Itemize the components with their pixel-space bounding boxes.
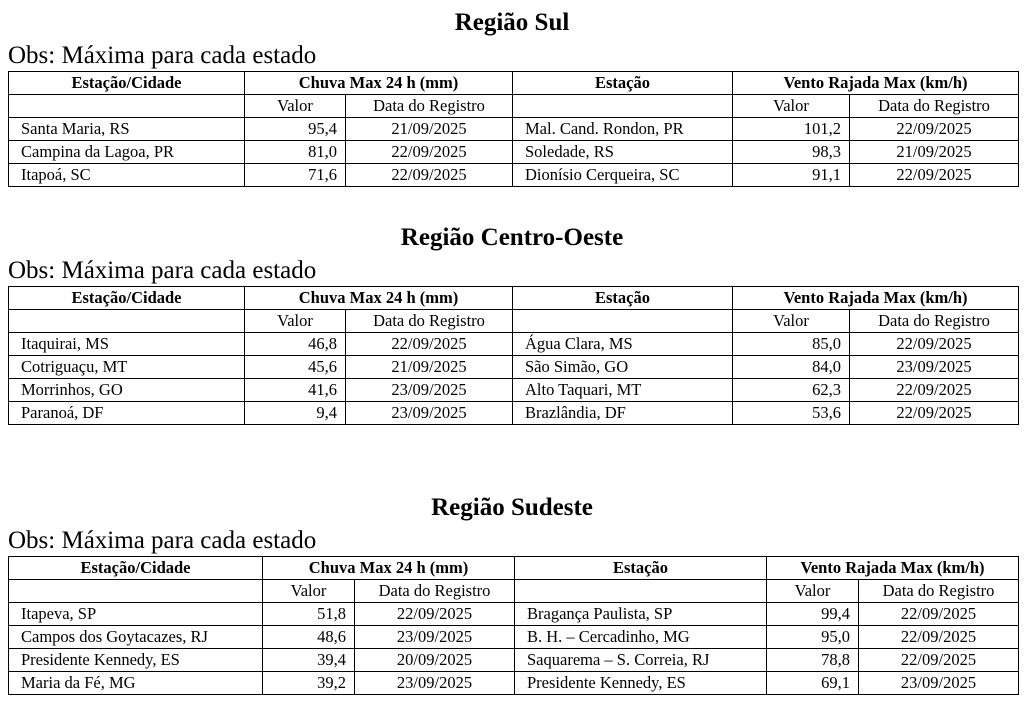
header-rain: Chuva Max 24 h (mm) <box>245 287 513 310</box>
header-wind: Vento Rajada Max (km/h) <box>733 287 1019 310</box>
header-wind: Vento Rajada Max (km/h) <box>767 557 1019 580</box>
header-station: Estação <box>515 557 767 580</box>
wind-station: Presidente Kennedy, ES <box>515 672 767 695</box>
header-station-city: Estação/Cidade <box>9 72 245 95</box>
region-sul-section <box>0 8 1024 37</box>
region-title: Região Sudeste <box>431 494 593 521</box>
rain-value: 48,6 <box>263 626 355 649</box>
table-row <box>9 118 1019 141</box>
rain-station: Itapoá, SC <box>9 164 245 187</box>
wind-station: Brazlândia, DF <box>513 402 733 425</box>
header-station-city: Estação/Cidade <box>9 287 245 310</box>
wind-value: 62,3 <box>733 379 850 402</box>
rain-station: Morrinhos, GO <box>9 379 245 402</box>
header-value: Valor <box>767 580 859 603</box>
wind-value: 85,0 <box>733 333 850 356</box>
rain-date: 22/09/2025 <box>346 333 513 356</box>
rain-station: Itaquirai, MS <box>9 333 245 356</box>
wind-station: Dionísio Cerqueira, SC <box>513 164 733 187</box>
header-empty <box>513 95 733 118</box>
header-date: Data do Registro <box>346 95 513 118</box>
wind-date: 22/09/2025 <box>850 118 1019 141</box>
header-date: Data do Registro <box>850 95 1019 118</box>
table-row <box>9 333 1019 356</box>
wind-value: 101,2 <box>733 118 850 141</box>
table-row <box>9 379 1019 402</box>
wind-value: 99,4 <box>767 603 859 626</box>
rain-value: 51,8 <box>263 603 355 626</box>
header-station-city: Estação/Cidade <box>9 557 263 580</box>
table-row <box>9 402 1019 425</box>
wind-value: 98,3 <box>733 141 850 164</box>
header-rain: Chuva Max 24 h (mm) <box>263 557 515 580</box>
obs-note: Obs: Máxima para cada estado <box>8 257 317 284</box>
rain-value: 45,6 <box>245 356 346 379</box>
wind-date: 22/09/2025 <box>850 333 1019 356</box>
wind-station: São Simão, GO <box>513 356 733 379</box>
wind-date: 22/09/2025 <box>859 626 1019 649</box>
region-centro-oeste-section <box>0 223 1024 252</box>
region-sudeste-table <box>8 556 1019 695</box>
wind-value: 53,6 <box>733 402 850 425</box>
header-value: Valor <box>245 95 346 118</box>
header-value: Valor <box>263 580 355 603</box>
header-wind: Vento Rajada Max (km/h) <box>733 72 1019 95</box>
rain-date: 23/09/2025 <box>346 379 513 402</box>
rain-date: 23/09/2025 <box>346 402 513 425</box>
table-row <box>9 672 1019 695</box>
rain-station: Maria da Fé, MG <box>9 672 263 695</box>
region-title: Região Centro-Oeste <box>400 224 624 251</box>
rain-value: 71,6 <box>245 164 346 187</box>
table-row <box>9 603 1019 626</box>
wind-date: 22/09/2025 <box>850 402 1019 425</box>
region-sudeste-section <box>0 493 1024 522</box>
table-row <box>9 141 1019 164</box>
header-value: Valor <box>245 310 346 333</box>
rain-station: Itapeva, SP <box>9 603 263 626</box>
wind-date: 22/09/2025 <box>850 379 1019 402</box>
header-date: Data do Registro <box>850 310 1019 333</box>
table-row <box>9 626 1019 649</box>
wind-value: 84,0 <box>733 356 850 379</box>
wind-station: Soledade, RS <box>513 141 733 164</box>
rain-date: 20/09/2025 <box>355 649 515 672</box>
wind-date: 23/09/2025 <box>850 356 1019 379</box>
wind-value: 91,1 <box>733 164 850 187</box>
table-row <box>9 356 1019 379</box>
header-station: Estação <box>513 287 733 310</box>
rain-station: Santa Maria, RS <box>9 118 245 141</box>
wind-station: Água Clara, MS <box>513 333 733 356</box>
rain-value: 41,6 <box>245 379 346 402</box>
rain-station: Presidente Kennedy, ES <box>9 649 263 672</box>
region-centro-oeste-table <box>8 286 1019 425</box>
wind-date: 21/09/2025 <box>850 141 1019 164</box>
rain-value: 81,0 <box>245 141 346 164</box>
rain-value: 39,2 <box>263 672 355 695</box>
wind-station: Alto Taquari, MT <box>513 379 733 402</box>
obs-note: Obs: Máxima para cada estado <box>8 527 317 554</box>
rain-date: 23/09/2025 <box>355 626 515 649</box>
wind-station: B. H. – Cercadinho, MG <box>515 626 767 649</box>
header-empty <box>9 310 245 333</box>
rain-station: Campina da Lagoa, PR <box>9 141 245 164</box>
wind-station: Bragança Paulista, SP <box>515 603 767 626</box>
header-empty <box>515 580 767 603</box>
header-date: Data do Registro <box>355 580 515 603</box>
header-date: Data do Registro <box>859 580 1019 603</box>
rain-station: Paranoá, DF <box>9 402 245 425</box>
obs-note: Obs: Máxima para cada estado <box>8 42 317 69</box>
wind-station: Mal. Cand. Rondon, PR <box>513 118 733 141</box>
rain-value: 9,4 <box>245 402 346 425</box>
wind-date: 23/09/2025 <box>859 672 1019 695</box>
header-empty <box>9 95 245 118</box>
header-station: Estação <box>513 72 733 95</box>
rain-value: 39,4 <box>263 649 355 672</box>
rain-date: 22/09/2025 <box>355 603 515 626</box>
table-row <box>9 164 1019 187</box>
rain-date: 23/09/2025 <box>355 672 515 695</box>
region-title: Região Sul <box>454 9 570 36</box>
region-sul-table <box>8 71 1019 187</box>
header-date: Data do Registro <box>346 310 513 333</box>
wind-date: 22/09/2025 <box>859 603 1019 626</box>
wind-station: Saquarema – S. Correia, RJ <box>515 649 767 672</box>
rain-date: 21/09/2025 <box>346 356 513 379</box>
header-rain: Chuva Max 24 h (mm) <box>245 72 513 95</box>
rain-station: Cotriguaçu, MT <box>9 356 245 379</box>
table-row <box>9 649 1019 672</box>
rain-date: 22/09/2025 <box>346 164 513 187</box>
wind-value: 69,1 <box>767 672 859 695</box>
header-value: Valor <box>733 95 850 118</box>
rain-date: 22/09/2025 <box>346 141 513 164</box>
rain-date: 21/09/2025 <box>346 118 513 141</box>
header-value: Valor <box>733 310 850 333</box>
wind-date: 22/09/2025 <box>850 164 1019 187</box>
wind-value: 78,8 <box>767 649 859 672</box>
wind-date: 22/09/2025 <box>859 649 1019 672</box>
rain-value: 95,4 <box>245 118 346 141</box>
rain-station: Campos dos Goytacazes, RJ <box>9 626 263 649</box>
header-empty <box>513 310 733 333</box>
rain-value: 46,8 <box>245 333 346 356</box>
wind-value: 95,0 <box>767 626 859 649</box>
header-empty <box>9 580 263 603</box>
